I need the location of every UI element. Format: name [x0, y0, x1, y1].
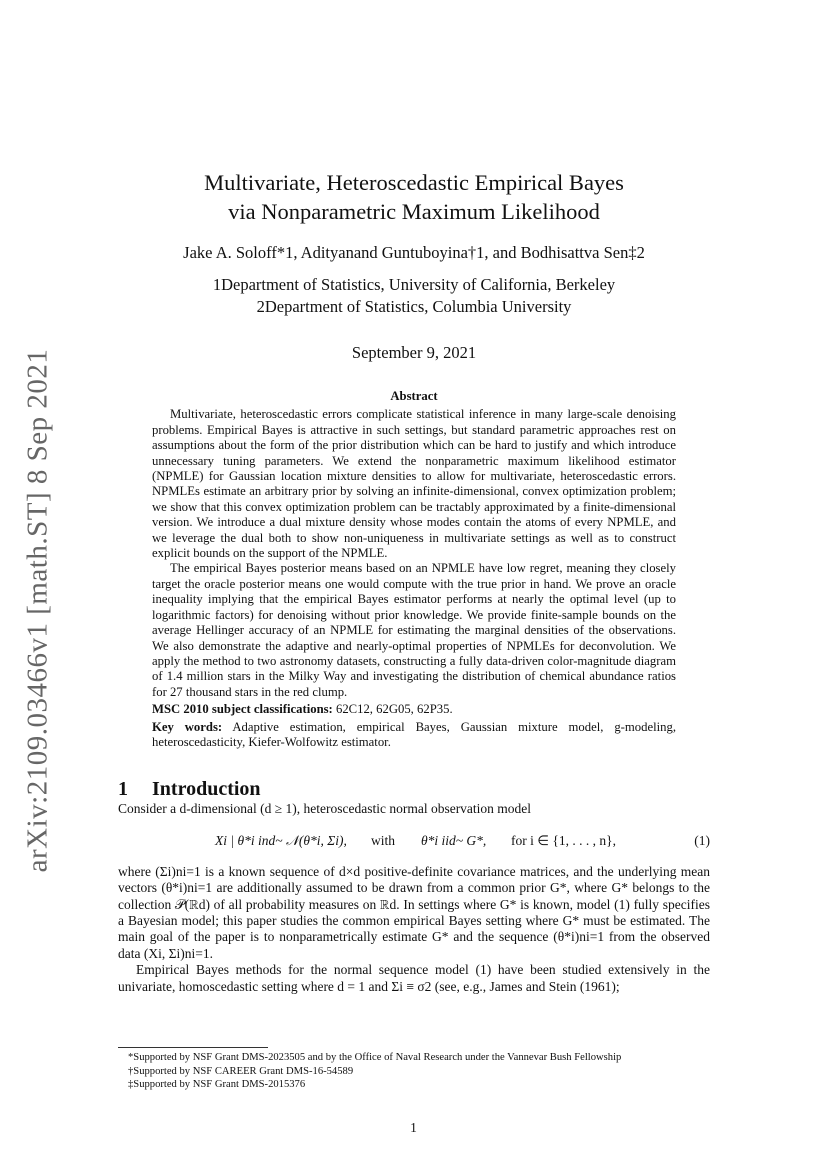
msc-value: 62C12, 62G05, 62P35. [335, 702, 453, 717]
page-number: 1 [410, 1120, 417, 1135]
section-title: Introduction [152, 778, 261, 801]
paragraph-model-description: where (Σi)ni=1 is a known sequence of d×d positive-definite covariance matrices, and the underlying mean vectors (θ*i)ni=1 are additionally assumed to be drawn from a common prior G*, where G* belongs to the collection 𝒫(ℝd) of all probability measures on ℝd. In settings where G* is known, model (1) fully specifies a Bayesian model; this paper studies the common empirical Bayes setting where G* must be estimated. The main goal of the paper is to nonparametrically estimate G* and the sequence (θ*i)ni=1 from the observed data (Xi, Σi)ni=1. [118, 863, 710, 961]
paper-title [118, 168, 710, 226]
arxiv-stamp [18, 348, 58, 872]
equation-lhs: Xi | θ*i ind~ 𝒩(θ*i, Σi), [215, 832, 347, 848]
footnote-2: †Supported by NSF CAREER Grant DMS-16-54589 [128, 1065, 354, 1077]
paper-date: September 9, 2021 [351, 343, 477, 362]
section-number: 1 [118, 778, 128, 801]
abstract-paragraph-1: Multivariate, heteroscedastic errors complicate statistical inference in many large-scale denoising problems. Empirical Bayes is attractive in such settings, but standard parametric approaches rest on assumptions about the form of the prior distribution which can be hard to justify and which introduce unnecessary tuning parameters. We extend the nonparametric maximum likelihood estimator (NPMLE) for Gaussian location mixture densities to allow for multivariate, heteroscedastic errors. NPMLEs estimate an arbitrary prior by solving an infinite-dimensional, convex optimization problem; we show that this convex optimization problem can be tractably approximated by a finite-dimensional version. We introduce a dual mixture density whose modes contain the atoms of every NPMLE, and we leverage the dual both to show non-uniqueness in multivariate settings as well as to construct explicit bounds on the support of the NPMLE. [152, 407, 676, 561]
msc-label: MSC 2010 subject classifications: [152, 702, 333, 717]
arxiv-stamp-text: arXiv:2109.03466v1 [math.ST] 8 Sep 2021 [21, 348, 54, 872]
introduction-body [118, 801, 710, 995]
title-line-1: Multivariate, Heteroscedastic Empirical Bayes [204, 170, 624, 195]
title-line-2: via Nonparametric Maximum Likelihood [228, 199, 600, 224]
abstract-paragraph-2: The empirical Bayes posterior means based on an NPMLE have low regret, meaning they closely target the oracle posterior means one would compute with the true prior in hand. We prove an oracle inequality implying that the empirical Bayes estimator performs at nearly the optimal level (up to logarithmic factors) for denoising without prior knowledge. We provide finite-sample bounds on the average Hellinger accuracy of an NPMLE for estimating the marginal densities of the observations. We also demonstrate the adaptive and nearly-optimal properties of NPMLEs for deconvolution. We apply the method to two astronomy datasets, constructing a fully data-driven color-magnitude diagram of 1.4 million stars in the Milky Way and investigating the distribution of chemical abundance ratios for 27 thousand stars in the red clump. [152, 561, 676, 699]
affiliation-columbia: 2Department of Statistics, Columbia University [256, 297, 572, 316]
affiliation-berkeley: 1Department of Statistics, University of California, Berkeley [212, 275, 616, 294]
equation-prior: θ*i iid~ G*, [421, 832, 487, 848]
paragraph-empirical-bayes: Empirical Bayes methods for the normal sequence model (1) have been studied extensively in the univariate, homoscedastic setting where d = 1 and Σi ≡ σ2 (see, e.g., James and Stein (1961); [118, 962, 710, 994]
abstract [152, 389, 676, 750]
msc-classifications [152, 702, 676, 717]
keywords-value: Adaptive estimation, empirical Bayes, Gaussian mixture model, g-modeling, heteroscedasticity, Kiefer-Wolfowitz estimator. [152, 719, 676, 749]
equation-number: (1) [694, 832, 710, 848]
author-list: Jake A. Soloff*1, Adityanand Guntuboyina†1, and Bodhisattva Sen‡2 [183, 243, 645, 262]
affiliations [118, 274, 710, 318]
footnote-1: *Supported by NSF Grant DMS-2023505 and by the Office of Naval Research under the Vannevar Bush Fellowship [128, 1052, 622, 1063]
section-heading-introduction [118, 778, 710, 801]
paper-page [118, 168, 710, 995]
footnote-3: ‡Supported by NSF Grant DMS-2015376 [128, 1079, 306, 1091]
keywords [152, 720, 676, 751]
equation-with: with [371, 832, 396, 848]
footnotes [118, 1047, 710, 1092]
footnote-rule [118, 1047, 268, 1048]
abstract-heading: Abstract [390, 389, 438, 403]
intro-sentence: Consider a d-dimensional (d ≥ 1), heteroscedastic normal observation model [118, 801, 532, 817]
keywords-label: Key words: [152, 719, 223, 734]
equation-index-range: for i ∈ {1, . . . , n}, [511, 832, 616, 848]
equation-1 [118, 830, 710, 854]
